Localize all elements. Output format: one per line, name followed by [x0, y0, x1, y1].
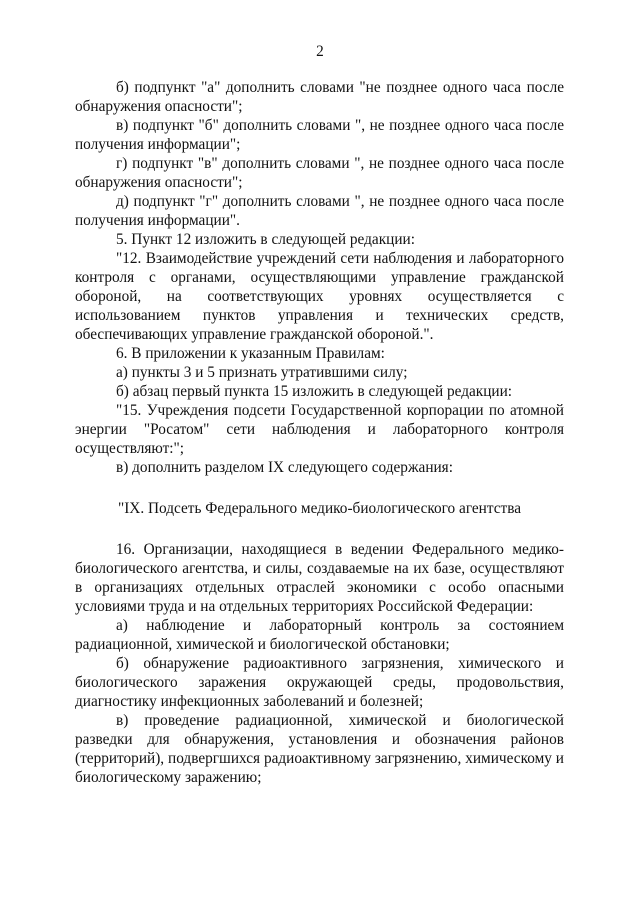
document-body: [75, 78, 564, 787]
paragraph-appendix-b: б) абзац первый пункта 15 изложить в следующей редакции:: [116, 383, 513, 400]
paragraph-appendix-a: а) пункты 3 и 5 признать утратившими силу;: [116, 364, 408, 381]
paragraph-item-b: б) подпункт "а" дополнить словами "не позднее одного часа после обнаружения опасности";: [75, 79, 564, 115]
paragraph-16-b: б) обнаружение радиоактивного загрязнения, химического и биологического заражения окружающей среды, продовольствия, диагностику инфекционных заболеваний и болезней;: [75, 655, 564, 710]
paragraph-16-v: в) проведение радиационной, химической и биологической разведки для обнаружения, установления и обозначения районов (территорий), подвергшихся радиоактивному загрязнению, химическому и биологическому заражению;: [75, 712, 564, 786]
paragraph-16-a: а) наблюдение и лабораторный контроль за состоянием радиационной, химической и биологической обстановки;: [75, 617, 564, 653]
section-heading: "IX. Подсеть Федерального медико-биологического агентства: [117, 500, 522, 517]
paragraph-point-6: 6. В приложении к указанным Правилам:: [116, 345, 385, 362]
page-number: 2: [316, 43, 324, 60]
paragraph-point-16: 16. Организации, находящиеся в ведении Федерального медико-биологического агентства, и силы, создаваемые на их базе, осуществляют в организациях отдельных отраслей экономики с особо опасными условиями труда и на отдельных территориях Российской Федерации:: [75, 541, 564, 615]
paragraph-appendix-v: в) дополнить разделом IX следующего содержания:: [116, 459, 453, 476]
paragraph-point-5: 5. Пункт 12 изложить в следующей редакции:: [116, 231, 415, 248]
paragraph-item-v: в) подпункт "б" дополнить словами ", не позднее одного часа после получения информации";: [75, 117, 564, 153]
paragraph-quote-15: "15. Учреждения подсети Государственной корпорации по атомной энергии "Росатом" сети наблюдения и лабораторного контроля осуществляют:";: [75, 402, 564, 457]
paragraph-item-d: д) подпункт "г" дополнить словами ", не позднее одного часа после получения информации".: [75, 193, 564, 229]
paragraph-quote-12: "12. Взаимодействие учреждений сети наблюдения и лабораторного контроля с органами, осуществляющими управление гражданской обороной, на соответствующих уровнях осуществляется с использованием пунктов управления и технических средств, обеспечивающих управление гражданской обороной.".: [75, 250, 564, 343]
paragraph-item-g: г) подпункт "в" дополнить словами ", не позднее одного часа после обнаружения опасности";: [75, 155, 564, 191]
